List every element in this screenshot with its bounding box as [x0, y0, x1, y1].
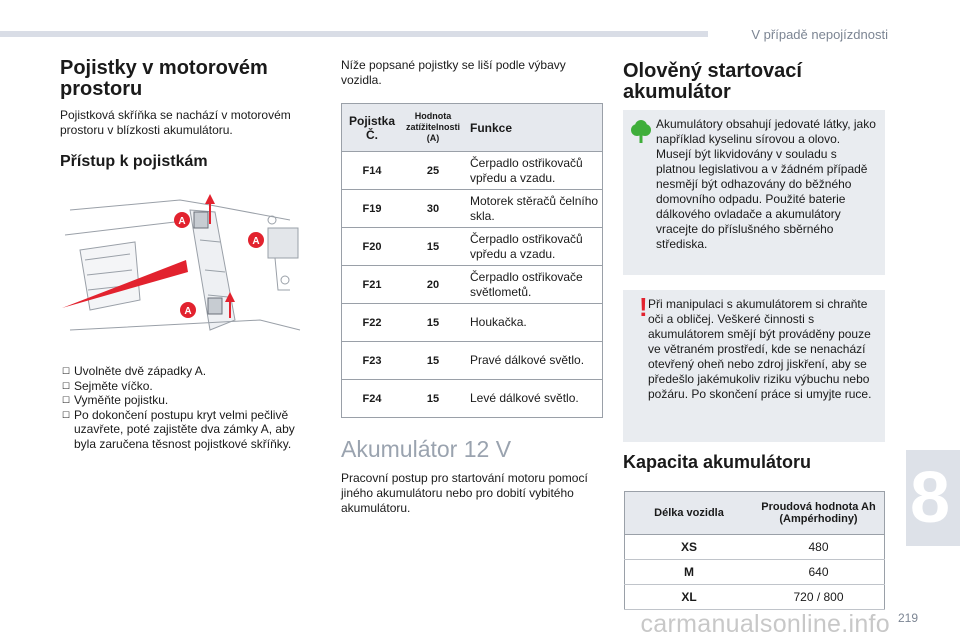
- table-row: [625, 585, 885, 610]
- fuse-rating: 30: [402, 190, 464, 228]
- capacity-col-length: Délka vozidla: [625, 492, 754, 535]
- table-row: [342, 228, 603, 266]
- table-row: [342, 152, 603, 190]
- fuse-function: Levé dálkové světlo.: [464, 380, 603, 418]
- recycle-tree-icon: [629, 120, 653, 144]
- warning-icon: !: [639, 292, 648, 322]
- capacity-col-ah: Proudová hodnota Ah (Ampérhodiny): [753, 492, 885, 535]
- table-row: [625, 535, 885, 560]
- step-item: ☐ Po dokončení postupu kryt velmi pečlivě uzavřete, poté zajistěte dva zámky A, aby byla zaručena těsnost pojistkové skříňky.: [62, 408, 312, 452]
- vehicle-length: XL: [625, 585, 754, 610]
- fuse-table-note: Níže popsané pojistky se liší podle výbavy vozidla.: [341, 58, 566, 87]
- env-note-text: Akumulátory obsahují jedovaté látky, jako například kyselinu sírovou a olovo. Musejí být likvidovány v souladu s platnou legislativou a v žádném případě nesmějí být odhazovány do běžného domovního odpadu. Použité baterie dálkového ovladače a akumulátory vracejte do příslušného sběrného střediska.: [656, 117, 876, 251]
- fuse-rating: 20: [402, 266, 464, 304]
- env-note-panel: [623, 110, 885, 275]
- diagram-label-a3: A: [184, 306, 192, 317]
- capacity-value: 480: [753, 535, 885, 560]
- fuse-id: F24: [342, 380, 403, 418]
- capacity-table: [624, 491, 885, 610]
- fuse-rating: 25: [402, 152, 464, 190]
- step-item: ☐ Vyměňte pojistku.: [62, 393, 312, 408]
- fuse-id: F22: [342, 304, 403, 342]
- fuses-intro: Pojistková skříňka se nachází v motorovém prostoru v blízkosti akumulátoru.: [60, 108, 291, 137]
- table-row: [342, 266, 603, 304]
- fuse-col-number: Pojistka Č.: [342, 104, 403, 152]
- watermark: carmanualsonline.info: [640, 610, 890, 638]
- chapter-number: 8: [910, 458, 951, 538]
- fuse-function: Pravé dálkové světlo.: [464, 342, 603, 380]
- fuse-rating: 15: [402, 228, 464, 266]
- capacity-title: Kapacita akumulátoru: [623, 452, 812, 472]
- table-row: [342, 342, 603, 380]
- fuse-id: F21: [342, 266, 403, 304]
- battery-12v-text: Pracovní postup pro startování motoru pomocí jiného akumulátoru nebo pro dobití vybitého akumulátoru.: [341, 471, 588, 515]
- table-row: [342, 190, 603, 228]
- fuse-id: F23: [342, 342, 403, 380]
- step-item: ☐ Sejměte víčko.: [62, 379, 312, 394]
- fuse-col-rating: Hodnota zatížitelnosti (A): [402, 104, 464, 152]
- access-title: Přístup k pojistkám: [60, 153, 208, 170]
- vehicle-length: M: [625, 560, 754, 585]
- fuse-rating: 15: [402, 342, 464, 380]
- chapter-tab: [906, 450, 960, 546]
- fuse-function: Čerpadlo ostřikovačů vpředu a vzadu.: [464, 228, 603, 266]
- fuse-rating: 15: [402, 304, 464, 342]
- table-row: [625, 560, 885, 585]
- battery-12v-title: Akumulátor 12 V: [341, 436, 512, 462]
- fuses-title: Pojistky v motorovém prostoru: [60, 57, 268, 100]
- fuse-table: [341, 103, 603, 418]
- lead-battery-title: Olověný startovací akumulátor: [623, 60, 802, 103]
- fuse-col-function: Funkce: [464, 104, 603, 152]
- fuse-box-diagram: [60, 180, 310, 345]
- fuse-id: F14: [342, 152, 403, 190]
- vehicle-length: XS: [625, 535, 754, 560]
- capacity-value: 720 / 800: [753, 585, 885, 610]
- header-bar: [0, 31, 708, 37]
- fuse-rating: 15: [402, 380, 464, 418]
- page-number: 219: [897, 611, 918, 625]
- diagram-label-a1: A: [178, 216, 186, 227]
- fuse-function: Čerpadlo ostřikovače světlometů.: [464, 266, 603, 304]
- chapter-title: V případě nepojízdnosti: [751, 27, 888, 42]
- fuse-function: Motorek stěračů čelního skla.: [464, 190, 603, 228]
- step-item: ☐ Uvolněte dvě západky A.: [62, 364, 312, 379]
- table-row: [342, 380, 603, 418]
- diagram-label-a2: A: [252, 236, 260, 247]
- fuse-id: F19: [342, 190, 403, 228]
- fuse-id: F20: [342, 228, 403, 266]
- table-row: [342, 304, 603, 342]
- warning-panel: [623, 290, 885, 442]
- fuse-function: Houkačka.: [464, 304, 603, 342]
- fuse-function: Čerpadlo ostřikovačů vpředu a vzadu.: [464, 152, 603, 190]
- steps-list: [62, 364, 312, 451]
- warning-note-text: Při manipulaci s akumulátorem si chraňte oči a obličej. Veškeré činnosti s akumulátorem smějí být prováděny pouze ve větraném prostředí, kde se nenachází otevřený oheň nebo zdroj jiskření, aby se předešlo jakémukoliv riziku výbuchu nebo požáru. Po skončení práce si umyjte ruce.: [648, 297, 872, 401]
- capacity-value: 640: [753, 560, 885, 585]
